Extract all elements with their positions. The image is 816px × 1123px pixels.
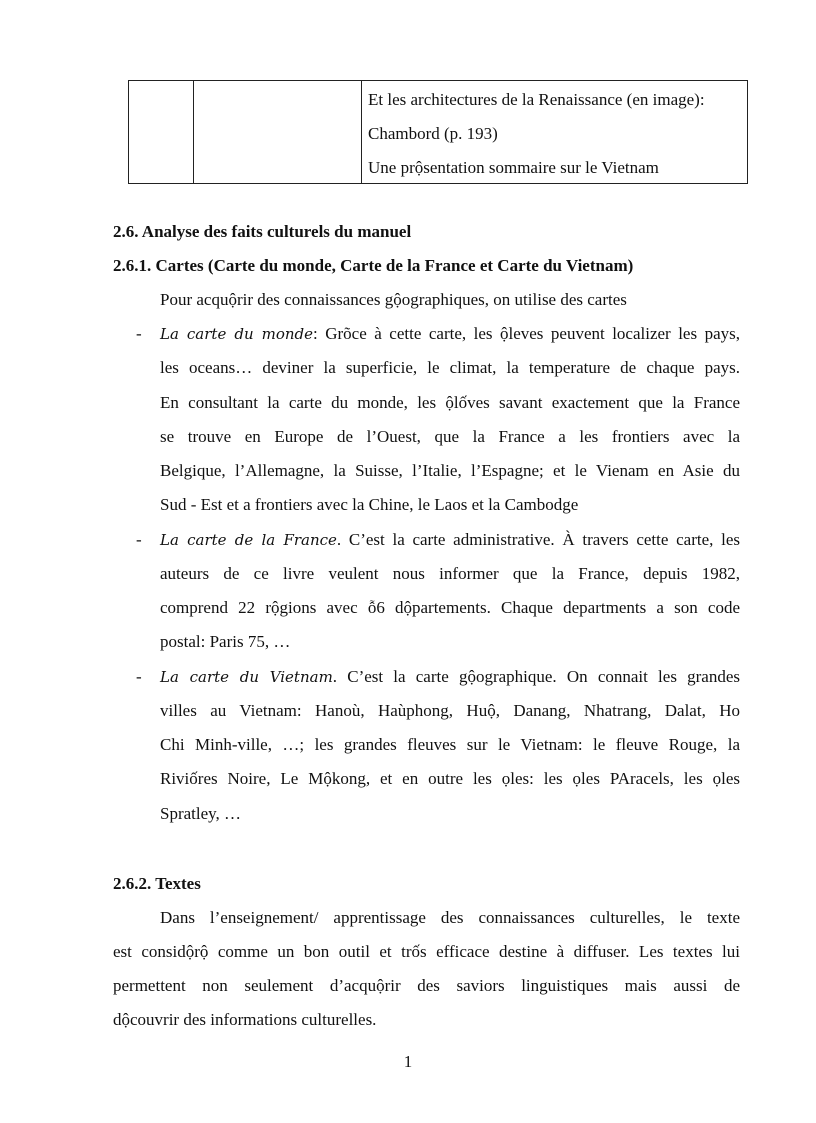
table-cell-line: Chambord (p. 193) — [368, 124, 498, 143]
bullet-line: villes au Vietnam: Hanoù, Haùphong, Huộ, Danang, Nhatrang, Dalat, Ho — [160, 701, 740, 720]
bullet-line: comprend 22 rộgions avec ỗ6 dộpartements. Chaque departments a son code — [160, 598, 740, 617]
bullet-line: Belgique, l’Allemagne, la Suisse, l’Italie, l’Espagne; et le Vienam en Asie du — [160, 461, 740, 480]
bullet-title: La carte de la France — [160, 531, 337, 549]
bullet-line: En consultant la carte du monde, les ộlốves savant exactement que la France — [160, 393, 740, 412]
paragraph-intro: Pour acquộrir des connaissances gộographiques, on utilise des cartes — [160, 290, 627, 309]
table-cell-line: Et les architectures de la Renaissance (en image): — [368, 90, 705, 109]
content-table — [128, 80, 748, 184]
subsection-title: (Carte du monde, Carte de la France et Carte du Vietnam) — [203, 256, 634, 275]
table-cell-content — [368, 83, 743, 185]
bullet-title: La carte du Vietnam — [160, 668, 333, 686]
bullet-line-last: Spratley, … — [160, 804, 242, 823]
paragraph-line: est considộrộ comme un bon outil et trốs efficace destine à diffuser. Les textes lui — [113, 942, 740, 961]
paragraph-line: permettent non seulement d’acquộrir des saviors linguistiques mais aussi de — [113, 976, 740, 995]
bullet-line: La carte de la France. C’est la carte administrative. À travers cette carte, les — [160, 530, 740, 549]
bullet-line-last: postal: Paris 75, … — [160, 632, 291, 651]
bullet-line: La carte du monde: Grõce à cette carte, les ộleves peuvent localizer les pays, — [160, 324, 740, 343]
bullet-line: auteurs de ce livre veulent nous informer que la France, depuis 1982, — [160, 564, 740, 583]
bullet-dash: - — [136, 324, 142, 343]
bullet-line: se trouve en Europe de l’Ouest, que la France a les frontiers avec la — [160, 427, 740, 446]
subsection-heading-textes: 2.6.2. Textes — [113, 874, 201, 893]
table-column-1 — [129, 81, 194, 183]
bullet-dash: - — [136, 530, 142, 549]
bullet-dash: - — [136, 667, 142, 686]
bullet-line: Riviốres Noire, Le Mộkong, et en outre les ọles: les ọles PAracels, les ọles — [160, 769, 740, 788]
subsection-number: 2.6.1. Cartes — [113, 256, 204, 275]
bullet-line: Chi Minh-ville, …; les grandes fleuves sur le Vietnam: le fleuve Rouge, la — [160, 735, 740, 754]
bullet-line: La carte du Vietnam. C’est la carte gộographique. On connait les grandes — [160, 667, 740, 686]
paragraph-line-last: dộcouvrir des informations culturelles. — [113, 1010, 377, 1029]
table-cell-line: Une prộsentation sommaire sur le Vietnam — [368, 158, 659, 177]
paragraph-line: Dans l’enseignement/ apprentissage des connaissances culturelles, le texte — [160, 908, 740, 927]
bullet-title: La carte du monde — [160, 325, 314, 343]
bullet-line-last: Sud - Est et a frontiers avec la Chine, le Laos et la Cambodge — [160, 495, 579, 514]
page-number: 1 — [403, 1052, 413, 1071]
bullet-line: les oceans… deviner la superficie, le climat, la temperature de chaque pays. — [160, 358, 740, 377]
subsection-heading-cartes — [113, 256, 633, 276]
table-column-2 — [193, 81, 362, 183]
section-heading: 2.6. Analyse des faits culturels du manuel — [113, 222, 412, 241]
